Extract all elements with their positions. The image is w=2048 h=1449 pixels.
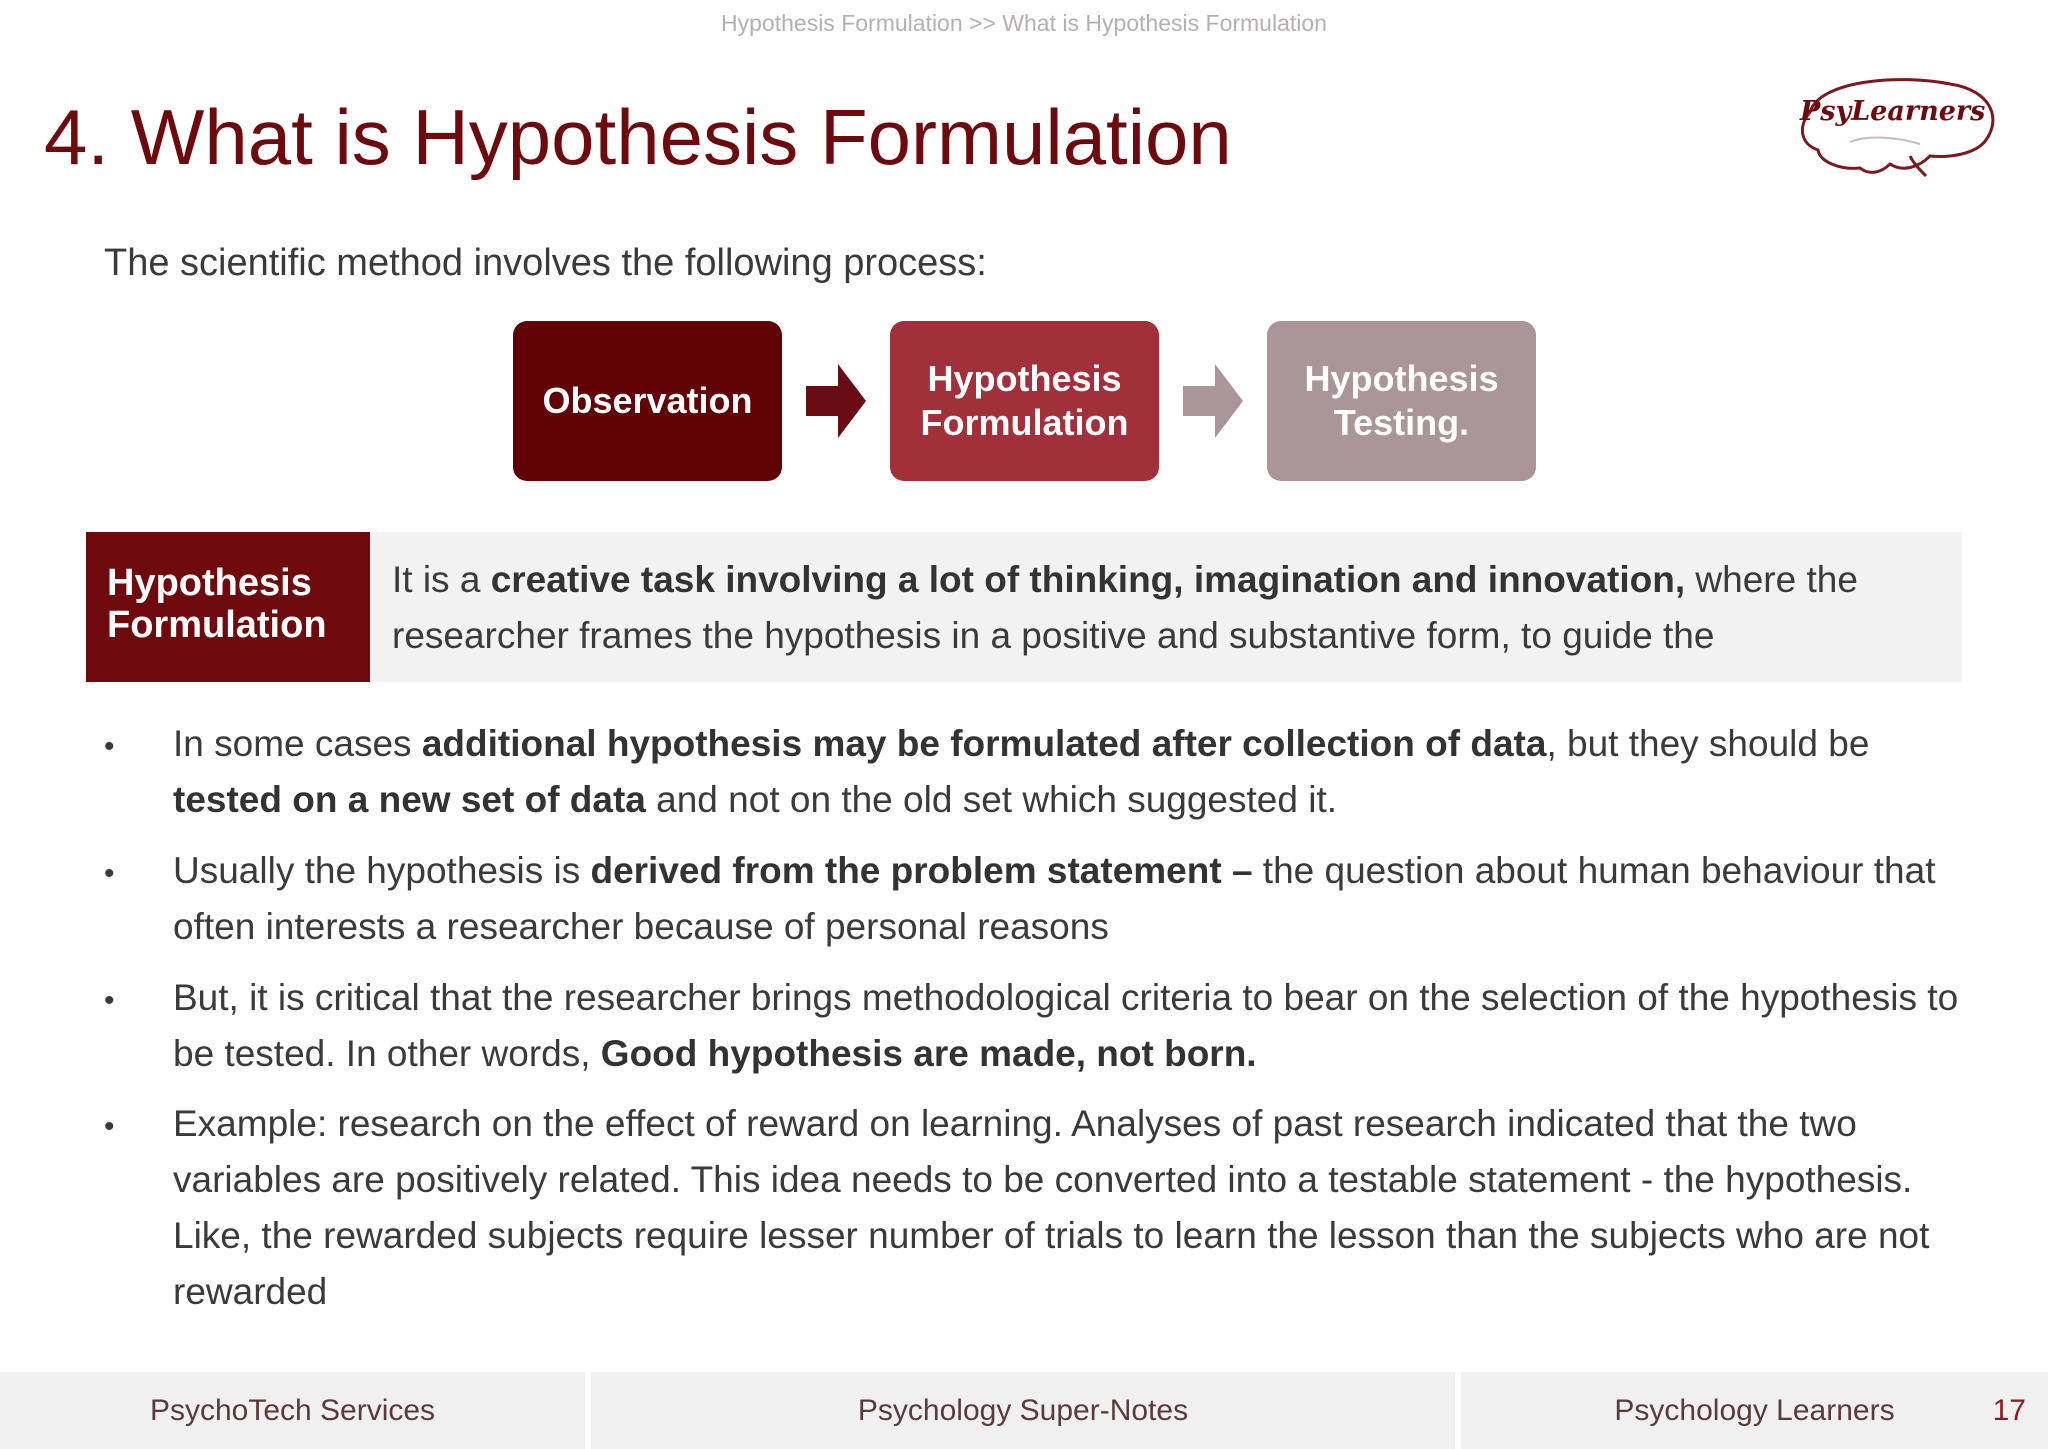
definition-text-part: where the researcher frames the hypothesis in a positive and substantive form, to guide the xyxy=(392,559,1858,656)
footer-right: Psychology Learners xyxy=(1461,1372,2048,1449)
bullet-dot-icon: • xyxy=(104,984,115,1017)
arrow-right-icon xyxy=(806,364,866,438)
bullet-text-part: additional hypothesis may be formulated after collection of data xyxy=(421,723,1547,764)
bullet-item xyxy=(173,1096,1973,1320)
footer-left: PsychoTech Services xyxy=(0,1372,585,1449)
bullet-text-part: tested on a new set of data xyxy=(173,779,646,820)
bullet-dot-icon: • xyxy=(104,857,115,890)
bullet-text-part: the question about human behaviour that often interests a researcher because of personal reasons xyxy=(173,850,1936,947)
intro-text: The scientific method involves the following process: xyxy=(104,242,987,284)
bullet-text-part: , but they should be xyxy=(1546,723,1870,764)
bullet-dot-icon: • xyxy=(104,730,115,763)
definition-text xyxy=(392,552,1952,672)
bullet-item xyxy=(173,970,1973,1082)
definition-label-line: Hypothesis xyxy=(107,562,312,604)
logo-text: PsyLearners xyxy=(1800,96,1986,127)
definition-text-part: It is a xyxy=(392,559,491,600)
brain-outline-icon xyxy=(1790,72,2000,182)
bullet-item xyxy=(173,716,1973,828)
process-step-label: Formulation xyxy=(920,402,1129,443)
bullet-text-part: Good hypothesis are made, not born. xyxy=(600,1033,1257,1074)
bullet-text-part: Usually the hypothesis is xyxy=(173,850,591,891)
process-step-label: Hypothesis xyxy=(1304,358,1499,399)
process-step-label: Hypothesis xyxy=(927,358,1122,399)
footer-center: Psychology Super-Notes xyxy=(591,1372,1455,1449)
breadcrumb: Hypothesis Formulation >> What is Hypothesis Formulation xyxy=(721,10,1327,36)
definition-label xyxy=(86,532,370,682)
process-step-hypothesis-testing xyxy=(1267,321,1536,481)
bullet-text-part: In some cases xyxy=(173,723,422,764)
definition-text-part: creative task involving a lot of thinking, imagination and innovation, xyxy=(490,559,1686,600)
psylearners-logo xyxy=(1790,72,2000,182)
process-step-label: Observation xyxy=(542,380,753,421)
process-step-label: Testing. xyxy=(1333,402,1470,443)
page-title: 4. What is Hypothesis Formulation xyxy=(44,93,1232,181)
process-step-observation xyxy=(513,321,782,481)
bullet-item xyxy=(173,843,1973,955)
footer xyxy=(0,1372,2048,1449)
page-number: 17 xyxy=(1992,1393,2026,1427)
definition-label-line: Formulation xyxy=(107,604,327,646)
process-step-hypothesis-formulation xyxy=(890,321,1159,481)
arrow-right-icon xyxy=(1183,364,1243,438)
bullet-text-part: But, it is critical that the researcher brings methodological criteria to bear on the selection of the hypothesis to be tested. In other words, xyxy=(173,977,1959,1074)
bullet-text-part: and not on the old set which suggested it. xyxy=(645,779,1338,820)
bullet-dot-icon: • xyxy=(104,1110,115,1143)
bullet-text-part: derived from the problem statement – xyxy=(590,850,1253,891)
bullet-text-part: Example: research on the effect of reward on learning. Analyses of past research indicated that the two variables are positively related. This idea needs to be converted into a testable statement - the hypothesis. Like, the rewarded subjects require lesser number of trials to learn the lesson than the subjects who are not rewarded xyxy=(173,1103,1930,1312)
